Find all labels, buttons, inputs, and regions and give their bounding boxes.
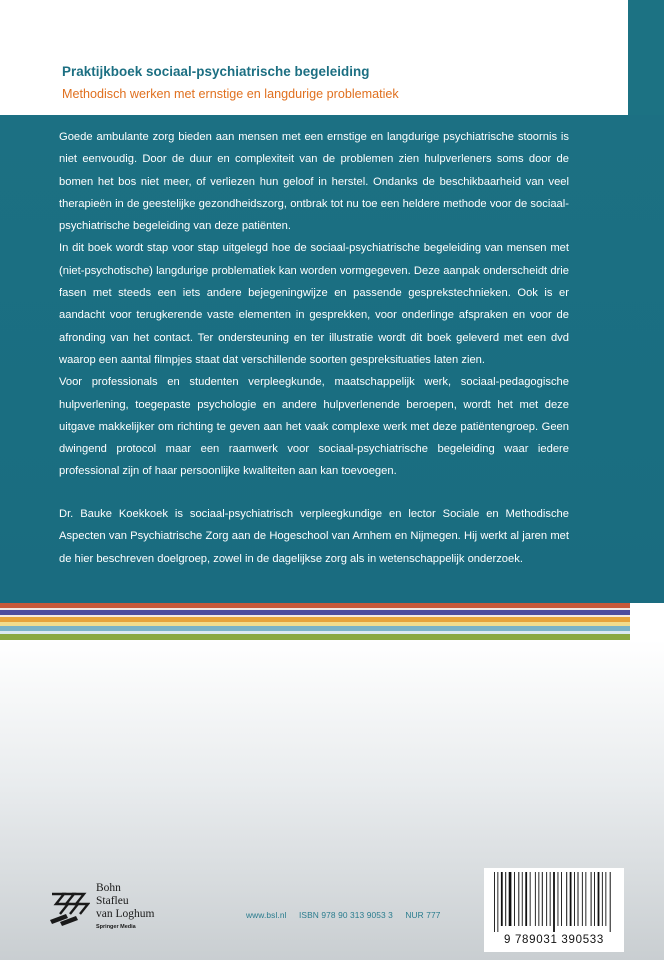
book-subtitle: Methodisch werken met ernstige en langdurige problematiek bbox=[62, 87, 399, 101]
barcode-bar bbox=[535, 872, 536, 926]
publisher-name-line-2: Stafleu bbox=[96, 895, 129, 907]
barcode-bar bbox=[594, 872, 595, 926]
spine-edge bbox=[628, 0, 664, 115]
barcode-bar bbox=[561, 872, 562, 926]
barcode-bar bbox=[530, 872, 531, 926]
author-bio: Dr. Bauke Koekkoek is sociaal-psychiatrisch verpleegkundige en lector Sociale en Methodische Aspecten van Psychiatrische Zorg aan de Hogeschool van Arnhem en Nijmegen. Hij werkt al jaren met de hier beschreven doelgroep, zowel in de dagelijkse zorg als in wetenschappelijk onderzoek. bbox=[59, 508, 569, 565]
barcode-bar bbox=[542, 872, 543, 926]
blurb-paragraph-2: In dit boek wordt stap voor stap uitgelegd hoe de sociaal-psychiatrische begeleiding van mensen met (niet-psychotische) langdurige problematiek kan worden vormgegeven. Deze aanpak onderscheidt drie fasen met steeds een iets andere bejegeningwijze en passende gesprekstechnieken. Ook is er aandacht voor terugkerende vaste elementen in gesprekken, voor onderlinge afspraken en voor de afronding van het contact. Ter ondersteuning en ter illustratie wordt dit boek geleverd met een dvd waarop een aantal filmpjes staat dat verschillende soorten gespreksituaties laten zien. bbox=[59, 242, 569, 366]
barcode-bar bbox=[558, 872, 559, 926]
barcode-bar bbox=[553, 872, 555, 932]
publication-info bbox=[246, 910, 451, 920]
barcode-bar bbox=[522, 872, 523, 926]
barcode-bar bbox=[514, 872, 515, 926]
barcode-number: 9 789031 390533 bbox=[503, 934, 605, 946]
publisher-name bbox=[96, 882, 154, 921]
publisher-name-line-3: van Loghum bbox=[96, 908, 155, 920]
color-stripes bbox=[0, 603, 630, 640]
barcode-bar bbox=[598, 872, 600, 926]
nur-text: NUR 777 bbox=[405, 910, 441, 920]
barcode-bar bbox=[566, 872, 567, 926]
barcode-bar bbox=[501, 872, 503, 926]
barcode-bar bbox=[550, 872, 551, 926]
barcode-bar bbox=[494, 872, 495, 932]
website-link[interactable]: www.bsl.nl bbox=[246, 910, 287, 920]
barcode-bar bbox=[505, 872, 506, 926]
barcode-bar bbox=[574, 872, 575, 926]
barcode-bar bbox=[546, 872, 547, 926]
blurb-paragraph-1: Goede ambulante zorg bieden aan mensen met een ernstige en langdurige psychiatrische stoornis is niet eenvoudig. Door de duur en complexiteit van de problemen zien hulpverleners soms door de bomen het bos niet meer, of verliezen hun geloof in herstel. Ondanks de beschikbaarheid van veel therapieën in de geestelijke gezondheidszorg, ontbrak tot nu toe een heldere methode voor de sociaal-psychiatrische begeleiding van deze patiënten. bbox=[59, 131, 569, 233]
barcode-bar bbox=[509, 872, 512, 926]
barcode-bar bbox=[605, 872, 606, 926]
cover-header bbox=[0, 0, 664, 115]
blurb-paragraph-3: Voor professionals en studenten verpleegkunde, maatschappelijk werk, sociaal-pedagogische hulpverlening, toegepaste psychologie en andere hulpverlenende beroepen, wordt het met deze uitgave makkelijker om richting te geven aan het vaak complexe werk met deze patiëntengroep. Geen dwingend protocol maar een raamwerk voor sociaal-psychiatrische begeleiding waar iedere professional zijn of haar persoonlijke kwaliteiten aan kan toevoegen. bbox=[59, 376, 569, 478]
barcode-bar bbox=[602, 872, 603, 926]
isbn-text: ISBN 978 90 313 9053 3 bbox=[299, 910, 393, 920]
barcode-bar bbox=[538, 872, 539, 926]
barcode-bar bbox=[585, 872, 586, 926]
publisher-logo bbox=[46, 880, 186, 940]
publisher-mark-icon bbox=[46, 884, 90, 928]
barcode-bars-icon bbox=[492, 872, 616, 934]
publisher-name-line-1: Bohn bbox=[96, 882, 121, 894]
barcode-bar bbox=[591, 872, 592, 926]
book-title: Praktijkboek sociaal-psychiatrische begeleiding bbox=[62, 64, 370, 79]
barcode-bar bbox=[582, 872, 583, 926]
blurb bbox=[59, 126, 569, 483]
barcode-bar bbox=[497, 872, 498, 932]
barcode-bar bbox=[578, 872, 579, 926]
barcode bbox=[484, 868, 624, 952]
publisher-sub: Springer Media bbox=[96, 924, 136, 930]
barcode-bar bbox=[610, 872, 611, 932]
barcode-bar bbox=[518, 872, 519, 926]
barcode-bar bbox=[570, 872, 572, 926]
barcode-bar bbox=[525, 872, 527, 926]
